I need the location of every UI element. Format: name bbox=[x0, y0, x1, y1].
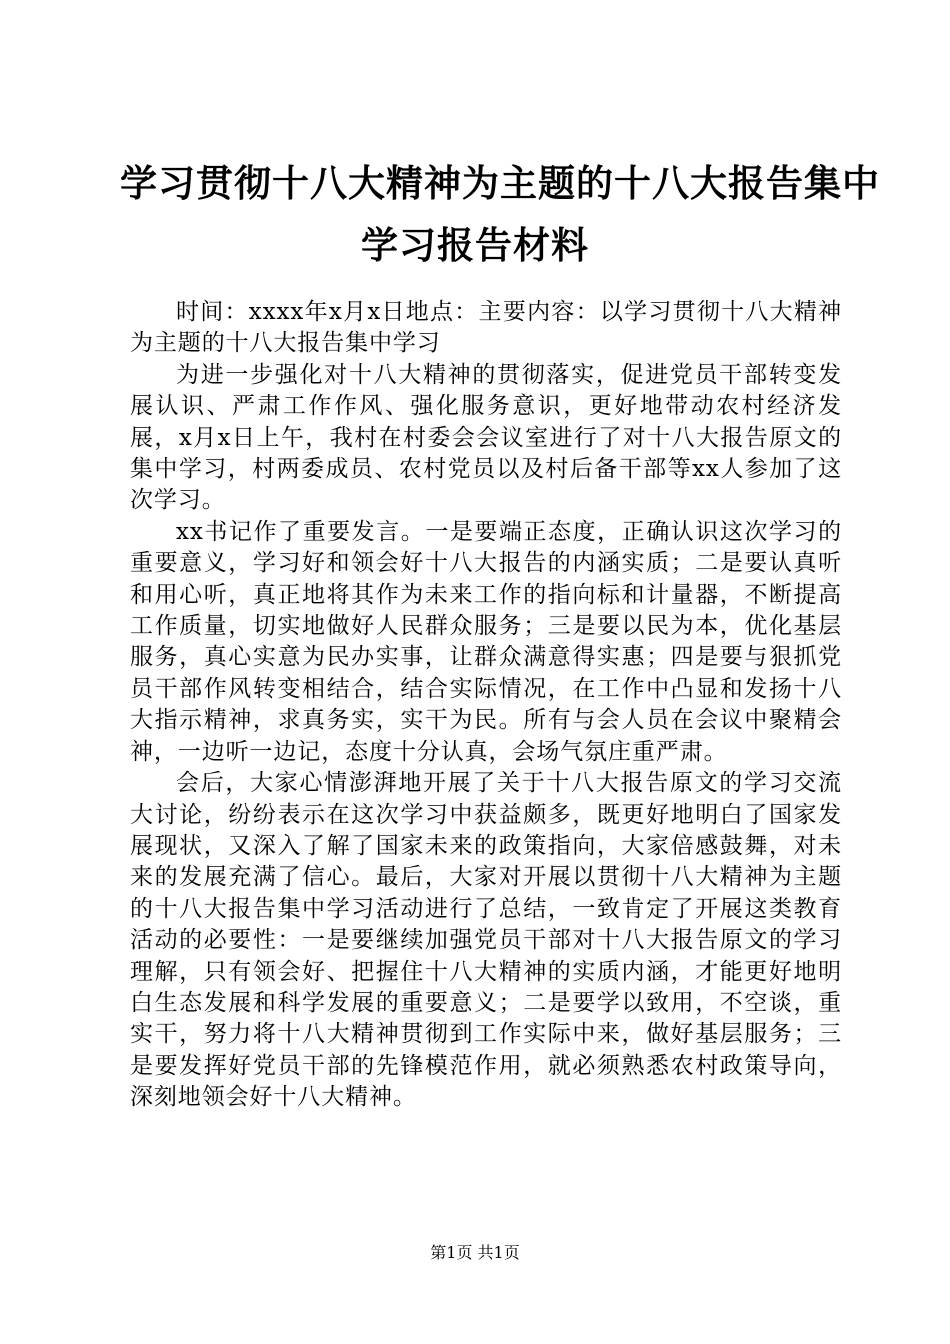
paragraph-discussion: 会后，大家心情澎湃地开展了关于十八大报告原文的学习交流大讨论，纷纷表示在这次学习中获益颇多，既更好地明白了国家发展现状，又深入了解了国家未来的政策指向，大家倍感鼓舞，对未来的发展充满了信心。最后，大家对开展以贯彻十八大精神为主题的十八大报告集中学习活动进行了总结，一致肯定了开展这类教育活动的必要性：一是要继续加强党员干部对十八大报告原文的学习理解，只有领会好、把握住十八大精神的实质内涵，才能更好地明白生态发展和科学发展的重要意义；二是要学以致用，不空谈，重实干，努力将十八大精神贯彻到工作实际中来，做好基层服务；三是要发挥好党员干部的先锋模范作用，就必须熟悉农村政策导向，深刻地领会好十八大精神。 bbox=[130, 770, 842, 1111]
document-title-line-1: 学习贯彻十八大精神为主题的十八大报告集中 bbox=[120, 162, 880, 205]
page-footer: 第1页 共1页 bbox=[430, 1243, 520, 1262]
document-body bbox=[130, 297, 842, 1114]
paragraph-speech: xx书记作了重要发言。一是要端正态度，正确认识这次学习的重要意义，学习好和领会好十八大报告的内涵实质；二是要认真听和用心听，真正地将其作为未来工作的指向标和计量器，不断提高工作质量，切实地做好人民群众服务；三是要以民为本，优化基层服务，真心实意为民办实事，让群众满意得实惠；四是要与狠抓党员干部作风转变相结合，结合实际情况，在工作中凸显和发扬十八大指示精神，求真务实，实干为民。所有与会人员在会议中聚精会神，一边听一边记，态度十分认真，会场气氛庄重严肃。 bbox=[130, 518, 842, 765]
document-title-line-2: 学习报告材料 bbox=[361, 224, 589, 267]
paragraph-meeting-info: 时间：xxxx年x月x日地点：主要内容：以学习贯彻十八大精神为主题的十八大报告集中学习 bbox=[130, 299, 842, 357]
paragraph-purpose: 为进一步强化对十八大精神的贯彻落实，促进党员干部转变发展认识、严肃工作作风、强化服务意识，更好地带动农村经济发展，x月x日上午，我村在村委会会议室进行了对十八大报告原文的集中学习，村两委成员、农村党员以及村后备干部等xx人参加了这次学习。 bbox=[130, 361, 842, 514]
